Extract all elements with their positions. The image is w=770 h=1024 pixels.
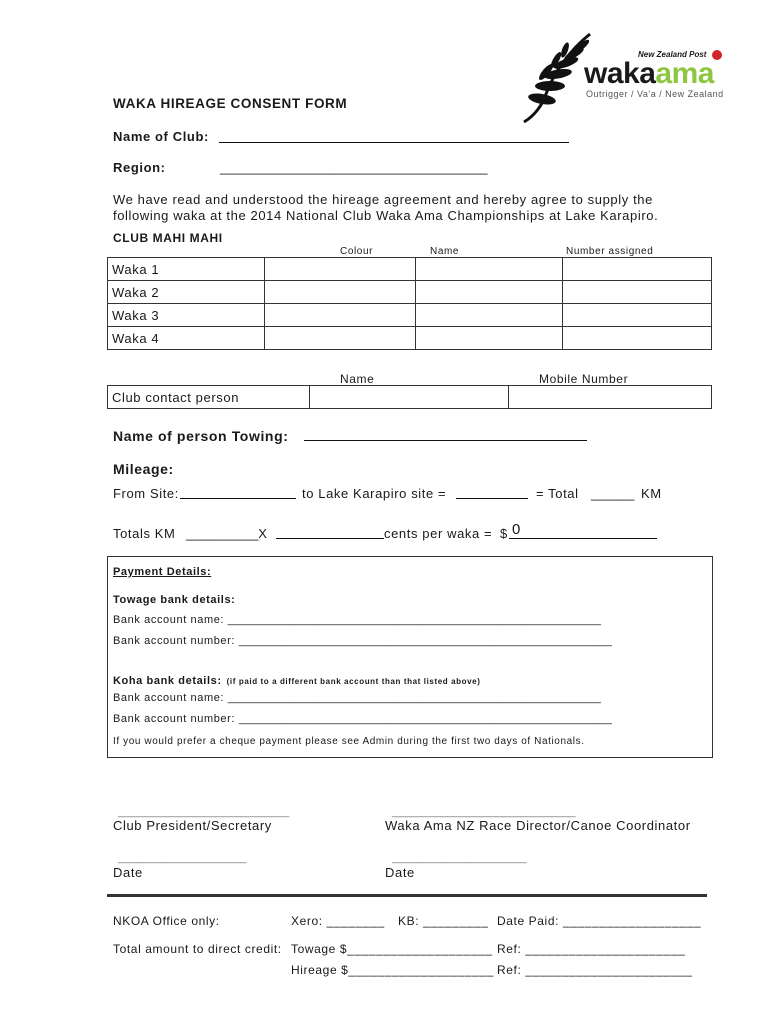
logo-wordmark <box>584 58 714 90</box>
from-site-field[interactable] <box>180 488 296 499</box>
total-field[interactable]: ______ <box>591 486 635 501</box>
hireage-amount-field[interactable]: Hireage $____________________ <box>291 963 494 977</box>
towing-field[interactable] <box>304 430 587 441</box>
club-mahi-mahi-label: CLUB MAHI MAHI <box>113 231 223 245</box>
club-president-label: Club President/Secretary <box>113 818 272 833</box>
table-row <box>108 258 712 281</box>
header-number-assigned: Number assigned <box>566 246 654 257</box>
number-cell[interactable] <box>563 304 712 327</box>
header-name: Name <box>430 246 460 257</box>
date-line-right[interactable]: ______________________ <box>392 852 527 864</box>
from-site-label: From Site: <box>113 486 179 501</box>
date-label-left: Date <box>113 865 143 880</box>
sponsor-text: New Zealand Post <box>638 50 707 60</box>
contact-row-label: Club contact person <box>108 386 310 409</box>
date-paid-field[interactable]: Date Paid: ___________________ <box>497 914 702 928</box>
towage-bank-title: Towage bank details: <box>113 594 236 606</box>
koha-account-number-field[interactable]: _____________________________________________________________ <box>238 713 612 725</box>
number-cell[interactable] <box>563 281 712 304</box>
colour-cell[interactable] <box>265 304 416 327</box>
dollar-sign: $ <box>500 526 508 541</box>
kb-field[interactable]: KB: _________ <box>398 914 489 928</box>
logo-tagline: Outrigger / Va'a / New Zealand <box>586 89 724 99</box>
amount-field[interactable] <box>509 528 657 539</box>
page-title: WAKA HIREAGE CONSENT FORM <box>113 96 348 111</box>
club-name-label: Name of Club: <box>113 129 209 144</box>
number-cell[interactable] <box>563 258 712 281</box>
signature-line-right[interactable]: ______________________________ <box>392 806 576 818</box>
contact-mobile-cell[interactable] <box>509 386 712 409</box>
table-row <box>108 327 712 350</box>
amount-value: 0 <box>512 521 521 538</box>
koha-account-name <box>113 692 601 704</box>
divider <box>107 894 707 897</box>
statement-line-2: following waka at the 2014 National Club Waka Ama Championships at Lake Karapiro. <box>113 208 659 223</box>
koha-bank-title: Koha bank details: <box>113 675 222 687</box>
table-row <box>108 304 712 327</box>
koha-note: (if paid to a different bank account than that listed above) <box>226 677 481 686</box>
account-name-label: Bank account name: <box>113 692 225 704</box>
ref-field-2[interactable]: Ref: _______________________ <box>497 963 693 977</box>
km-label: KM <box>641 486 662 501</box>
to-lake-field[interactable] <box>456 488 528 499</box>
towage-amount-field[interactable]: Towage $____________________ <box>291 942 493 956</box>
region-label: Region: <box>113 160 166 175</box>
account-name-label: Bank account name: <box>113 614 225 626</box>
signature-line-left[interactable]: ____________________________ <box>118 806 290 818</box>
ref-field-1[interactable]: Ref: ______________________ <box>497 942 686 956</box>
logo-word-ama: ama <box>655 57 714 90</box>
towage-account-number-field[interactable]: _____________________________________________________________ <box>238 635 612 647</box>
contact-name-cell[interactable] <box>310 386 509 409</box>
name-cell[interactable] <box>416 281 563 304</box>
name-cell[interactable] <box>416 304 563 327</box>
waka-row-label: Waka 2 <box>108 281 265 304</box>
to-lake-label: to Lake Karapiro site = <box>302 486 447 501</box>
account-number-label: Bank account number: <box>113 635 236 647</box>
account-number-label: Bank account number: <box>113 713 236 725</box>
totals-km-label: Totals KM <box>113 526 176 541</box>
date-label-right: Date <box>385 865 415 880</box>
table-row <box>108 281 712 304</box>
towing-label: Name of person Towing: <box>113 428 289 444</box>
race-director-label: Waka Ama NZ Race Director/Canoe Coordinator <box>385 818 691 833</box>
contact-header-mobile: Mobile Number <box>539 372 629 386</box>
contact-header-name: Name <box>340 372 375 386</box>
statement-line-1: We have read and understood the hireage agreement and hereby agree to supply the <box>113 192 653 207</box>
name-cell[interactable] <box>416 258 563 281</box>
waka-row-label: Waka 1 <box>108 258 265 281</box>
date-line-left[interactable]: _____________________ <box>118 852 247 864</box>
cents-label: cents per waka = <box>384 526 493 541</box>
number-cell[interactable] <box>563 327 712 350</box>
colour-cell[interactable] <box>265 327 416 350</box>
payment-title: Payment Details: <box>113 566 212 578</box>
towage-account-number <box>113 635 612 647</box>
cheque-note: If you would prefer a cheque payment please see Admin during the first two days of Nationals. <box>113 736 585 747</box>
waka-row-label: Waka 4 <box>108 327 265 350</box>
total-label: = Total <box>536 486 579 501</box>
koha-title-row <box>113 671 480 689</box>
table-row <box>108 386 712 409</box>
total-direct-credit-label: Total amount to direct credit: <box>113 942 282 956</box>
payment-box <box>107 556 713 758</box>
logo <box>520 32 730 122</box>
waka-table <box>107 257 712 350</box>
logo-word-waka: waka <box>584 57 656 90</box>
contact-table <box>107 385 712 409</box>
totals-km-field[interactable]: __________X <box>186 526 267 541</box>
towage-account-name-field[interactable]: _____________________________________________________________ <box>227 614 601 626</box>
cents-field[interactable] <box>276 528 384 539</box>
office-only-label: NKOA Office only: <box>113 914 220 928</box>
header-colour: Colour <box>340 246 374 257</box>
club-name-field[interactable] <box>219 132 569 143</box>
koha-account-number <box>113 713 612 725</box>
mileage-title: Mileage: <box>113 461 174 477</box>
colour-cell[interactable] <box>265 258 416 281</box>
xero-field[interactable]: Xero: ________ <box>291 914 385 928</box>
koha-account-name-field[interactable]: _____________________________________________________________ <box>227 692 601 704</box>
towage-account-name <box>113 614 601 626</box>
name-cell[interactable] <box>416 327 563 350</box>
region-field[interactable]: _____________________________________ <box>220 160 488 175</box>
waka-row-label: Waka 3 <box>108 304 265 327</box>
colour-cell[interactable] <box>265 281 416 304</box>
